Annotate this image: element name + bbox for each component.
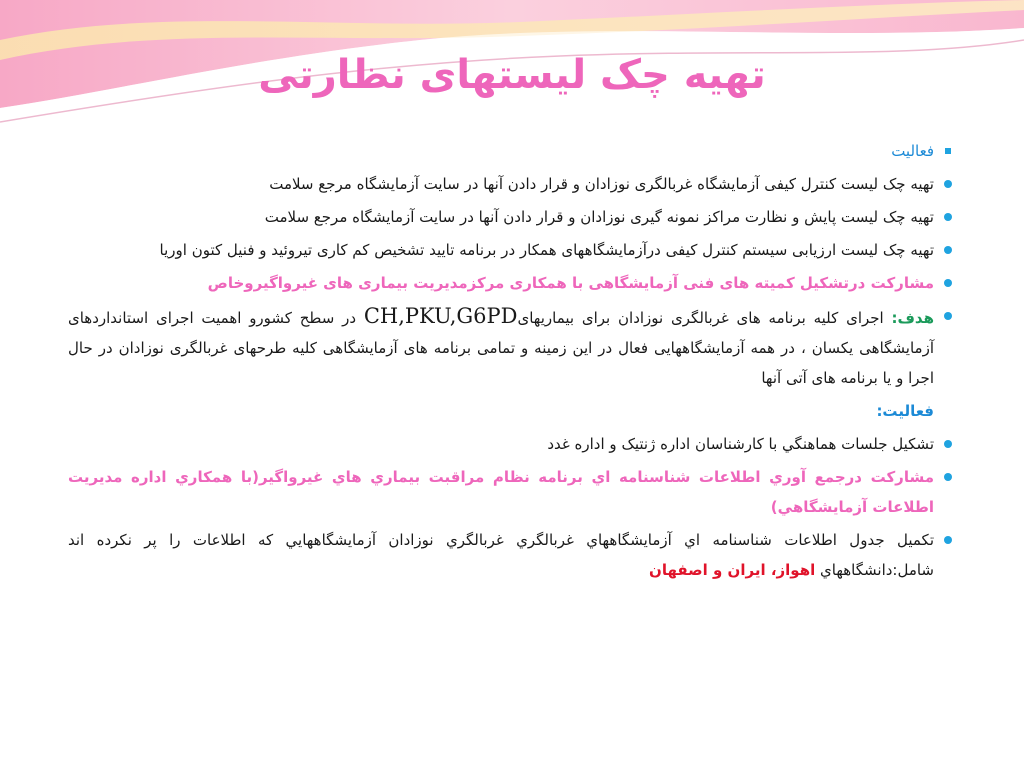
list-item-text: تشکیل جلسات هماهنگي با کارشناسان اداره ژنتیک و اداره غدد xyxy=(547,435,934,453)
list-item-pink xyxy=(68,462,934,522)
bullet-icon xyxy=(944,279,952,287)
university-highlight: اهواز، ايران و اصفهان xyxy=(649,561,816,579)
list-item-text: تهیه چک لیست کنترل کیفی آزمایشگاه غربالگری نوزادان و قرار دادن آنها در سایت آزمایشگاه مرجع سلامت xyxy=(269,175,934,193)
slide-content xyxy=(68,136,934,588)
list-item-text: مشارکت درجمع آوري اطلاعات شناسنامه اي برنامه نظام مراقبت بيماري هاي غيرواگير(با همكاري اداره مديريت اطلاعات آزمايشگاهي) xyxy=(68,468,934,516)
list-item-text: مشارکت درتشکیل کمیته های فنی آزمایشگاهی با همکاری مرکزمدیریت بیماری های غیرواگیروخاص xyxy=(207,274,934,292)
section1-heading: فعالیت xyxy=(891,142,934,160)
list-item-text: تهیه چک لیست پایش و نظارت مراکز نمونه گیری نوزادان و قرار دادن آنها در سایت آزمایشگاه مرجع سلامت xyxy=(264,208,934,226)
bullet-icon xyxy=(944,213,952,221)
bullet-icon xyxy=(944,440,952,448)
list-item xyxy=(68,169,934,199)
bullet-icon xyxy=(944,246,952,254)
list-item xyxy=(68,202,934,232)
section2-heading: فعالیت: xyxy=(876,402,934,420)
section1-heading-item xyxy=(68,136,934,166)
goal-item xyxy=(68,301,934,393)
bullet-icon xyxy=(944,536,952,544)
list-item-pink xyxy=(68,268,934,298)
bullet-icon xyxy=(944,180,952,188)
slide-title: تهیه چک لیستهای نظارتی xyxy=(258,52,766,98)
list-item xyxy=(68,235,934,265)
goal-text-a: اجرای کلیه برنامه های غربالگری نوزادان برای بیماریهای xyxy=(517,309,892,327)
bullet-icon xyxy=(944,312,952,320)
list-item-text: تکمیل جدول اطلاعات شناسنامه اي آزمايشگاههاي غربالگري غربالگري نوزادان آزمايشگاههايي كه اطلاعات را پر نكرده اند شامل:دانشگاههاي xyxy=(68,531,934,579)
list-item-text: تهیه چک لیست ارزیابی سیستم کنترل کیفی درآزمایشگاههای همکار در برنامه تایید تشخیص کم کاری تیروئید و فنیل کتون اوریا xyxy=(159,241,934,259)
bullet-icon xyxy=(944,473,952,481)
goal-label: هدف: xyxy=(891,309,934,327)
list-item xyxy=(68,525,934,585)
list-item xyxy=(68,429,934,459)
goal-text-b: در سطح کشورو اهمیت اجرای استانداردهای آزمایشگاهی یکسان ، در همه آزمایشگاههایی فعال در این زمینه و تمامی برنامه های آزمایشگاهی کلیه طرحهای غربالگری نوزادان در حال اجرا و یا برنامه های آتی آنها xyxy=(68,309,934,387)
square-bullet-icon xyxy=(945,148,951,154)
goal-diseases: CH,PKU,G6PD xyxy=(363,304,518,328)
